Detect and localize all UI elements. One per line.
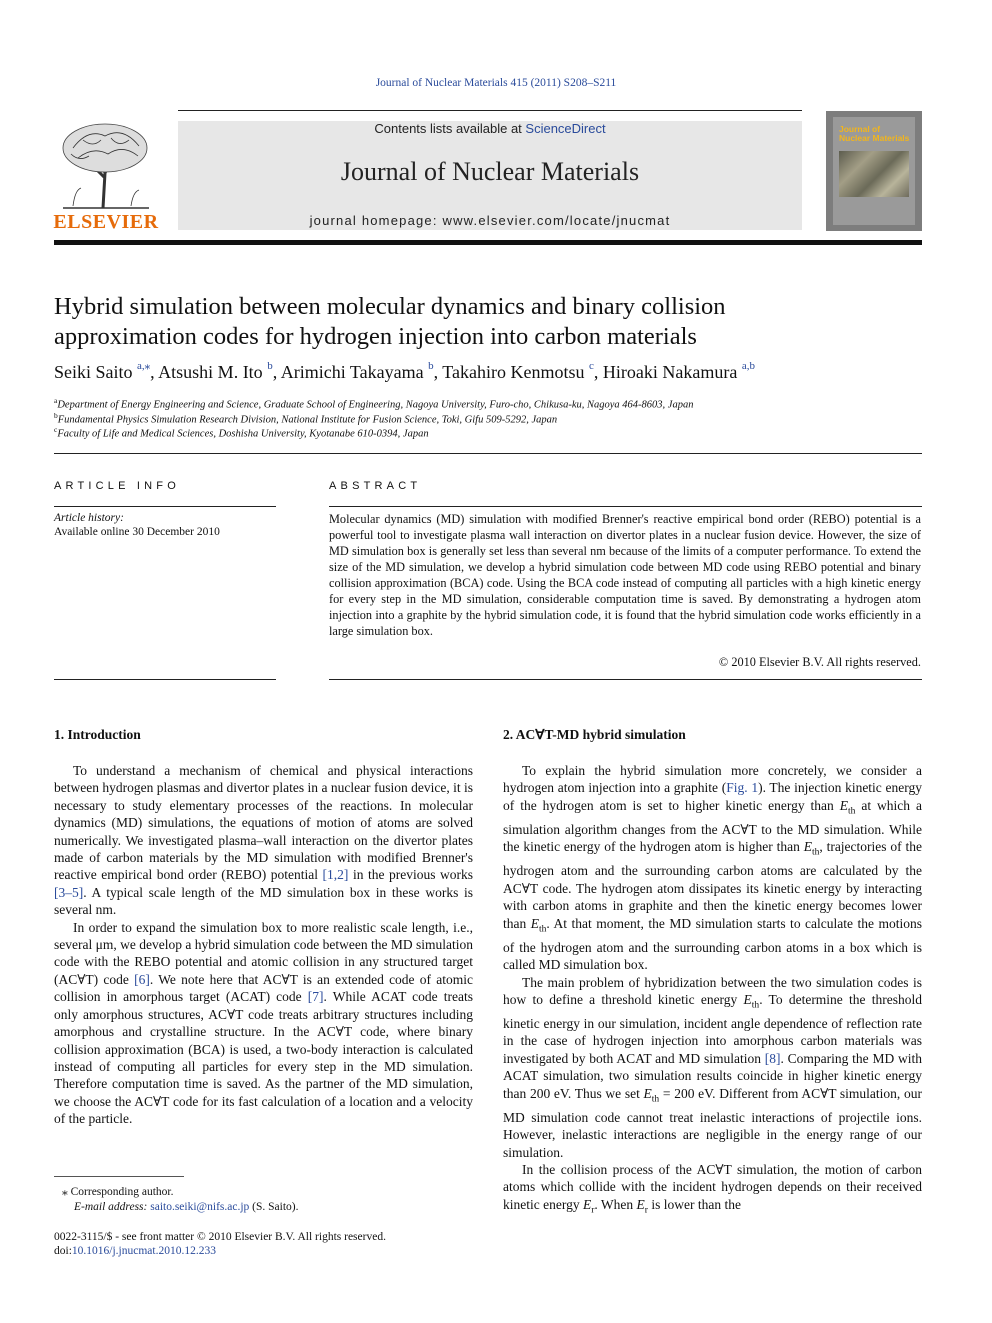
sciencedirect-link[interactable]: ScienceDirect [525, 121, 606, 136]
left-column [54, 762, 473, 1128]
math-variable: E [743, 991, 752, 1007]
corresponding-author-note: ⁎ Corresponding author. [62, 1186, 174, 1198]
author-name[interactable]: Takahiro Kenmotsu [442, 362, 585, 382]
author-affiliation-marker[interactable]: a,⁎ [137, 360, 151, 372]
abstract-rule [329, 506, 922, 507]
math-subscript: th [539, 924, 547, 935]
email-note [74, 1200, 299, 1215]
math-subscript: th [651, 1094, 660, 1105]
citation-link[interactable]: [3–5] [54, 884, 84, 900]
article-info-heading: ARTICLE INFO [54, 480, 180, 492]
author-affiliation-marker[interactable]: b [267, 360, 273, 372]
article-info-rule [54, 506, 276, 507]
math-variable: E [643, 1085, 652, 1101]
math-variable: E [636, 1196, 645, 1212]
contents-prefix: Contents lists available at [374, 121, 526, 136]
hybrid-paragraph-2: The main problem of hybridization between the two simulation codes is how to define a threshold kinetic energy $E_{th}$. To determine the threshold kinetic energy in our simulation, incident angle dependence of reflection rate in the case of hydrogen injection into amorphous carbon materials was investigated by both ACAT and MD simulation [8]. Comparing the MD with ACAT simulation, two simulation results coincide in higher kinetic energy than 200 eV. Thus we set $E_{th} = 200$ eV. Different from AC∀T simulation, our MD simulation code cannot treat inelastic interactions of projectile ions. However, inelastic interactions are negligible in the energy range of our simulation. [503, 974, 922, 1160]
journal-banner [178, 121, 802, 230]
email-link[interactable]: saito.seiki@nifs.ac.jp [150, 1201, 250, 1213]
title-line-1: Hybrid simulation between molecular dynamics and binary collision [54, 293, 726, 320]
affiliation-rule [54, 453, 922, 454]
article-info-bottom-rule [54, 679, 276, 680]
affiliation-b [54, 411, 557, 426]
math-variable: E [839, 797, 848, 813]
hybrid-paragraph-3: In the collision process of the AC∀T simulation, the motion of carbon atoms which collide with the incident hydrogen depends on their received kinetic energy $E_r$. When $E_r$ is lower than the [503, 1161, 922, 1216]
affiliation-b-text: Fundamental Physics Simulation Research Division, National Institute for Fusion Science, Toki, Gifu 509-5292, Japan [57, 414, 558, 426]
right-column [503, 762, 922, 1220]
abstract-bottom-rule [329, 679, 922, 680]
journal-cover[interactable] [826, 111, 922, 231]
header-rule [178, 110, 802, 111]
doi-line [54, 1244, 216, 1259]
citation-link[interactable]: [8] [764, 1050, 781, 1066]
author-affiliation-marker[interactable]: b [428, 360, 434, 372]
email-suffix: (S. Saito). [249, 1201, 299, 1213]
doi-label: doi: [54, 1245, 72, 1257]
affiliation-a [54, 396, 693, 411]
math-subscript: r [591, 1205, 595, 1216]
author-name[interactable]: Seiki Saito [54, 362, 133, 382]
citation-link[interactable]: [1,2] [322, 867, 349, 883]
intro-paragraph-2: In order to expand the simulation box to more realistic scale length, i.e., several μm, we develop a hybrid simulation code between the MD simulation code with the REBO potential and atomic collision in any structured target (AC∀T) code [6]. We note here that AC∀T is an extended code of atomic collision in amorphous target (ACAT) code [7]. While ACAT code treats only amorphous structures, AC∀T code treats arbitrary structures including amorphous and crystalline structure. In the AC∀T code, where binary collision approximation (BCA) is used, a two-body interaction is calculated instead of computing all particles for every step in the MD simulation. Therefore computation time is saved. As the partner of the MD simulation, we choose the AC∀T code for its fast calculation of a location and a velocity of the particle. [54, 919, 473, 1127]
author-list: Seiki Saito $^{a,⁎}$, Atsushi M. Ito $^b$, Arimichi Takayama $^b$, Takahiro Kenmotsu $^c$, Hiroaki Nakamura $^{a,b}$ [54, 360, 755, 382]
citation-link[interactable]: [7] [307, 989, 324, 1005]
author-name[interactable]: Arimichi Takayama [280, 362, 424, 382]
author-name[interactable]: Atsushi M. Ito [158, 362, 263, 382]
math-subscript: th [847, 806, 856, 817]
citation-link[interactable]: [6] [134, 971, 150, 987]
title-line-2: approximation codes for hydrogen injection into carbon materials [54, 323, 697, 350]
section-2-heading: 2. AC∀T-MD hybrid simulation [503, 727, 686, 742]
abstract-heading: ABSTRACT [329, 480, 422, 492]
section-1-heading: 1. Introduction [54, 727, 141, 742]
math-subscript: r [644, 1205, 648, 1216]
author-name[interactable]: Hiroaki Nakamura [602, 362, 738, 382]
email-label: E-mail address: [74, 1201, 151, 1213]
journal-citation[interactable]: Journal of Nuclear Materials 415 (2011) S208–S211 [375, 77, 617, 89]
author-affiliation-marker[interactable]: c [588, 360, 594, 372]
intro-paragraph-1: To understand a mechanism of chemical and physical interactions between hydrogen plasmas and divertor plates in a nuclear fusion device, it is necessary to study elementary processes of the reactions. In molecular dynamics (MD) simulations, the equations of motion of atoms are solved numerically. We investigated plasma–wall interaction on the divertor plates made of carbon materials by the MD simulation with modified Brenner's reactive empirical bond order (REBO) potential [1,2] in the previous works [3–5]. A typical scale length of the MD simulation box in these works is several nm. [54, 763, 473, 918]
elsevier-tree-icon [53, 118, 159, 210]
affiliation-a-marker: a [54, 396, 58, 405]
doi-link[interactable]: 10.1016/j.jnucmat.2010.12.233 [71, 1245, 216, 1257]
math-variable: E [530, 915, 539, 931]
footnote-rule [54, 1176, 184, 1177]
affiliation-c [54, 425, 429, 440]
issn-line: 0022-3115/$ - see front matter © 2010 Elsevier B.V. All rights reserved. [54, 1231, 386, 1243]
math-subscript: th [751, 1000, 760, 1011]
header-thick-rule [54, 240, 922, 245]
history-value: Available online 30 December 2010 [54, 526, 220, 538]
affiliation-c-marker: c [54, 425, 58, 434]
abstract-text: Molecular dynamics (MD) simulation with modified Brenner's reactive empirical bond order (REBO) potential is a powerful tool to investigate plasma wall interaction on divertor plates in a nuclear fusion device. However, the size of MD simulation box is generally set less than several nm because of the limits of a computer performance. To extend the size of the MD simulation, we develop a hybrid simulation code between MD code using REBO potential and binary collision approximation (BCA) code. Using the BCA code instead of computing all particles with a high kinetic energy for every step in the MD simulation, considerable computation time is saved. By demonstrating a hydrogen atom injection into a graphite by the hybrid simulation code, it is found that the hybrid simulation code works efficiently in a large simulation box. [329, 512, 921, 638]
elsevier-logo[interactable] [53, 118, 159, 234]
journal-homepage[interactable]: journal homepage: www.elsevier.com/locate/jnucmat [309, 213, 671, 228]
hybrid-paragraph-1: To explain the hybrid simulation more concretely, we consider a hydrogen atom injection into a graphite (Fig. 1). The injection kinetic energy of the hydrogen atom is set to higher kinetic energy than $E_{th}$ at which a simulation algorithm changes from the AC∀T to the MD simulation. While the kinetic energy of the hydrogen atom is higher than $E_{th}$, trajectories of the hydrogen atom and the surrounding carbon atoms are calculated by the AC∀T code. The hydrogen atom dissipates its kinetic energy by interacting with carbon atoms in graphite and then the kinetic energy becomes lower than $E_{th}$. At that moment, the MD simulation starts to calculate the motions of the hydrogen atom and the surrounding carbon atoms in a box which is called MD simulation box. [503, 763, 922, 973]
article-title [54, 292, 914, 352]
author-affiliation-marker[interactable]: a,b [741, 360, 755, 372]
cover-panel [833, 117, 915, 225]
elsevier-wordmark: ELSEVIER [53, 211, 159, 233]
abstract-copyright: © 2010 Elsevier B.V. All rights reserved. [718, 655, 921, 669]
cover-title: Journal of Nuclear Materials [839, 124, 910, 143]
affiliation-c-text: Faculty of Life and Medical Sciences, Doshisha University, Kyotanabe 610-0394, Japan [57, 428, 429, 440]
affiliation-a-text: Department of Energy Engineering and Science, Graduate School of Engineering, Nagoya University, Furo-cho, Chikusa-ku, Nagoya 464-8603, Japan [57, 399, 694, 411]
contents-line [178, 121, 802, 136]
citation-link[interactable]: Fig. 1 [726, 780, 759, 796]
math-subscript: th [811, 848, 820, 858]
journal-name: Journal of Nuclear Materials [340, 157, 640, 186]
math-variable: E [803, 839, 812, 855]
math-variable: E [582, 1196, 592, 1212]
cover-image [839, 151, 909, 197]
affiliation-b-marker: b [54, 411, 58, 420]
history-label: Article history: [54, 512, 124, 524]
